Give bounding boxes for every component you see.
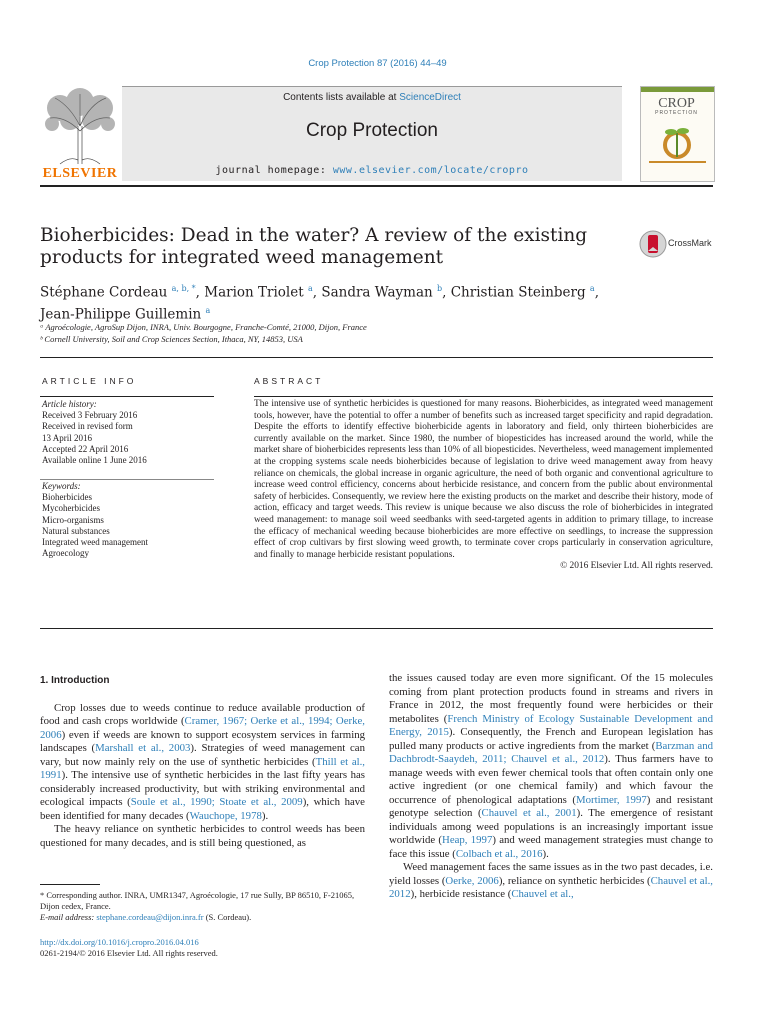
author-list: Stéphane Cordeau $^{a, b, *}$, Marion Triolet $^a$, Sandra Wayman $^b$, Christian Steinberg $^a$, Jean-Philippe Guillemin $^a$ [40, 284, 599, 322]
history-item: Received 3 February 2016 [42, 410, 138, 421]
affiliation-a: ᵃ Agroécologie, AgroSup Dijon, INRA, Univ. Bourgogne, Franche-Comté, 21000, Dijon, France [40, 322, 367, 332]
citation-link[interactable]: Chauvel et al., 2001 [481, 807, 577, 819]
article-info-rule [40, 396, 214, 397]
keywords-label: Keywords: [42, 481, 81, 491]
citation-link[interactable]: Wauchope, 1978 [189, 809, 262, 822]
abstract-body [254, 399, 713, 573]
abstract-copyright: © 2016 Elsevier Ltd. All rights reserved. [560, 561, 713, 572]
article-title: Bioherbicides: Dead in the water? A review of the existing products for integrated weed management [40, 225, 588, 268]
author-name[interactable]: Jean-Philippe Guillemin [40, 306, 202, 322]
author-affiliation-marker[interactable]: b [437, 284, 443, 293]
abstract-heading: ABSTRACT [254, 376, 324, 386]
journal-homepage-line [122, 165, 622, 176]
contents-prefix: Contents lists available at [283, 92, 400, 103]
citation-link[interactable]: Chauvel et al., [511, 888, 574, 900]
cover-title: CROP [658, 96, 695, 111]
author-affiliation-marker[interactable]: a, b, * [171, 284, 196, 293]
body-paragraph [389, 672, 713, 861]
front-matter-rule [40, 628, 713, 629]
publisher-logo-text: ELSEVIER [42, 166, 118, 181]
email-suffix: (S. Cordeau). [203, 912, 252, 922]
body-text: ), reliance on synthetic herbicides ( [498, 874, 651, 887]
citation-link[interactable]: Chauvel et al., 2012 [389, 874, 713, 900]
body-text: Weed management faces the same issues as in the two past decades, i.e. yield losses ( [389, 861, 713, 887]
email-label: E-mail address: [40, 912, 97, 922]
article-history [42, 399, 212, 466]
contents-line [122, 92, 622, 103]
body-text: ), which have been identified for many decades ( [40, 796, 365, 822]
author-affiliation-marker[interactable]: a [589, 284, 595, 293]
citation-link[interactable]: Mortimer, 1997 [575, 793, 647, 806]
author-name[interactable]: Sandra Wayman [321, 284, 433, 301]
body-text: ). The emergence of resistant individuals among weed populations is an increasingly important issue worldwide ( [389, 807, 713, 846]
cover-subtitle: PROTECTION [655, 110, 698, 116]
author-email-link[interactable]: stephane.cordeau@dijon.inra.fr [96, 912, 204, 922]
journal-name: Crop Protection [305, 120, 438, 141]
body-text: ), herbicide resistance ( [410, 888, 512, 900]
body-text: ) and resistant genotype selection ( [389, 793, 713, 819]
affiliation-b: ᵇ Cornell University, Soil and Crop Sciences Section, Ithaca, NY, 14853, USA [40, 334, 303, 344]
history-item: Received in revised form [42, 421, 133, 432]
keywords [42, 481, 212, 559]
citation-link[interactable]: Cramer, 1967; Oerke et al., 1994; Oerke, 2006 [40, 715, 365, 741]
body-text: ) even if weeds are known to support ecosystem services in farming landscapes ( [40, 728, 365, 754]
history-item: 13 April 2016 [42, 432, 93, 443]
citation-link[interactable]: Barzman and Dachbrodt-Saaydeh, 2011; Chauvel et al., 2012 [389, 739, 713, 765]
keywords-rule [40, 479, 214, 480]
body-text: ). Consequently, the French and European legislation has pulled many products or active ingredients from the market ( [389, 726, 713, 752]
body-text: Crop losses due to weeds continue to reduce available production of food and cash crops worldwide ( [40, 701, 365, 727]
keyword-item: Micro-organisms [42, 514, 104, 525]
citation-link[interactable]: Thill et al., 1991 [40, 755, 366, 781]
body-text: ). Strategies of weed management can vary, but now mainly rely on the use of synthetic herbicides ( [40, 742, 365, 768]
email-line [40, 912, 365, 923]
journal-homepage-link[interactable]: www.elsevier.com/locate/cropro [332, 165, 529, 176]
history-item: Available online 1 June 2016 [42, 455, 147, 466]
abstract-paragraph: The intensive use of synthetic herbicides is questioned for many reasons. Bioherbicides, as integrated weed management tools, however, have the potential to offer a number of benefits such as increased target specificity and rapid degradation. Despite the efforts to identify effective bioherbicide agents in laboratory and field, only thirteen bioherbicides are currently available on the market. Since 1980, the number of biopesticides has increased around the world, while the market share of bioherbicides represents less than 10% of all biopesticides. Nevertheless, weed management implemented at the cropping systems scale needs bioherbicides because of legislation to drive weed management away from heavy reliance on chemicals, the global increase in organic agriculture, the need of both organic and conventional agriculture to increase weed control efficiency, concerns about herbicide resistance, and concern from the public about environmental safety of herbicides. Consequently, we review here the existing products on the market and describe their history, mode of action, efficacy and target weeds. This review is unique because we also discuss the role of bioherbicides in integrated weed management: to manage soil weed seedbanks with seed-targeted agents in addition to primary tillage, to increase the efficacy of mechanical weeding because bioherbicides are more effective on seedlings, to increase the suppression effect of crop cultivars by first slowing weed growth, to terminate cover crops particularly in conservation agriculture, and finally to manage herbicide resistant populations. [254, 399, 713, 560]
history-item: Accepted 22 April 2016 [42, 443, 129, 454]
author-name[interactable]: Marion Triolet [204, 284, 304, 301]
body-paragraph [389, 861, 713, 902]
citation-link[interactable]: Heap, 1997 [442, 834, 493, 846]
body-text: the issues caused today are even more significant. Of the 15 molecules coming from plant protection products found in streams and rivers in France in 2012, the most frequently found were herbicides or their metabolites ( [389, 672, 713, 725]
citation-link[interactable]: Oerke, 2006 [445, 874, 499, 887]
body-column-left [40, 674, 365, 850]
crossmark-label[interactable]: CrossMark [668, 238, 712, 248]
body-text: ). [542, 847, 549, 860]
sciencedirect-link[interactable]: ScienceDirect [399, 92, 461, 103]
issn-copyright: 0261-2194/© 2016 Elsevier Ltd. All rights reserved. [40, 948, 218, 958]
body-text: ). [261, 809, 269, 822]
homepage-prefix: journal homepage: [215, 165, 333, 176]
keyword-item: Integrated weed management [42, 537, 148, 548]
section-heading-introduction: 1. Introduction [40, 675, 110, 686]
keyword-item: Mycoherbicides [42, 503, 100, 514]
body-column-right [389, 672, 713, 902]
corresponding-author-note: * Corresponding author. INRA, UMR1347, Agroécologie, 17 rue Sully, BP 86510, F-21065, Dijon cedex, France. [40, 890, 355, 911]
body-text: ). Thus farmers have to manage weeds with even fewer chemical tools that often contain only one active ingredient (or one chemical family) and which favour the occurrence of phenological adaptations ( [389, 753, 713, 806]
keyword-item: Agroecology [42, 548, 89, 559]
journal-citation-link[interactable]: Crop Protection 87 (2016) 44–49 [308, 58, 447, 69]
doi-link[interactable]: http://dx.doi.org/10.1016/j.cropro.2016.04.016 [40, 937, 199, 947]
masthead-divider [40, 185, 713, 187]
article-info-heading: ARTICLE INFO [42, 376, 137, 386]
footnote-rule [40, 884, 100, 885]
author-name[interactable]: Stéphane Cordeau [40, 284, 168, 301]
author-name[interactable]: Christian Steinberg [450, 284, 586, 301]
body-text: ) and weed management strategies must change to face this issue ( [389, 834, 713, 860]
keyword-item: Natural substances [42, 525, 110, 536]
citation-link[interactable]: Marshall et al., 2003 [95, 742, 191, 754]
author-affiliation-marker[interactable]: a [307, 284, 313, 293]
header-rule [40, 357, 713, 358]
body-paragraph: The heavy reliance on synthetic herbicides to control weeds has been questioned for many decades, and is still being questioned, as [40, 823, 365, 849]
citation-link[interactable]: Soule et al., 1990; Stoate et al., 2009 [130, 796, 303, 808]
history-label: Article history: [42, 399, 97, 409]
body-paragraph [40, 702, 365, 824]
citation-link[interactable]: Colbach et al., 2016 [455, 847, 543, 860]
abstract-rule [254, 396, 713, 397]
corresponding-author-footnote [40, 890, 365, 923]
keyword-item: Bioherbicides [42, 492, 92, 503]
author-affiliation-marker[interactable]: a [205, 305, 211, 315]
citation-link[interactable]: French Ministry of Ecology Sustainable Development and Energy, 2015 [389, 712, 713, 738]
body-text: ). The intensive use of synthetic herbicides in the last fifty years has considerably increased productivity, but with striking environmental and ecological impacts ( [40, 769, 365, 808]
